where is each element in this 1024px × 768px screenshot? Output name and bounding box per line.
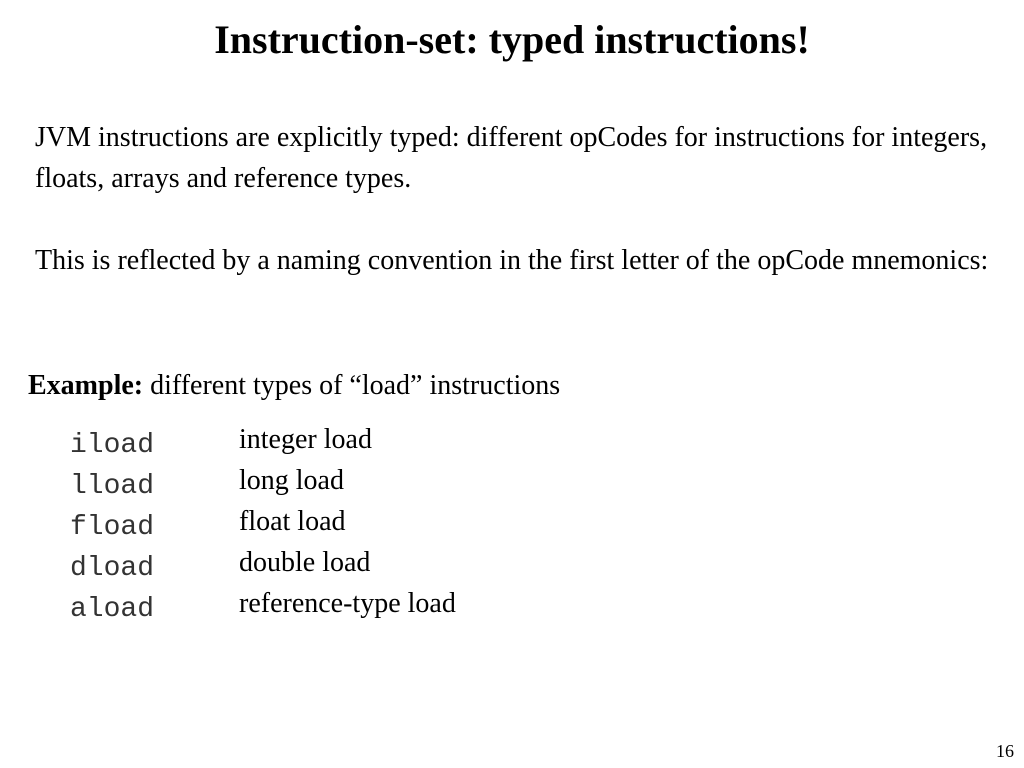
load-instruction-row <box>70 465 456 506</box>
example-text: different types of “load” instructions <box>143 370 561 401</box>
opcode-description: double load <box>239 547 371 578</box>
opcode-description: integer load <box>239 424 372 455</box>
opcode-description: long load <box>239 465 344 496</box>
opcode: lload <box>70 471 155 502</box>
load-instruction-row <box>70 588 456 629</box>
load-instruction-row <box>70 506 456 547</box>
slide-title: Instruction-set: typed instructions! <box>214 17 810 62</box>
naming-convention-paragraph: This is reflected by a naming convention in the first letter of the opCode mnemonics: <box>35 245 989 276</box>
opcode: iload <box>70 430 155 461</box>
load-instruction-row <box>70 547 456 588</box>
opcode: aload <box>70 594 155 625</box>
opcode-description: float load <box>239 506 346 537</box>
page-number: 16 <box>996 741 1014 761</box>
opcode: dload <box>70 553 155 584</box>
example-heading <box>28 366 560 406</box>
opcode: fload <box>70 512 155 543</box>
example-label: Example: <box>28 370 144 401</box>
load-instruction-list <box>70 424 456 629</box>
load-instruction-row <box>70 424 456 465</box>
opcode-description: reference-type load <box>239 588 456 619</box>
intro-paragraph: JVM instructions are explicitly typed: different opCodes for instructions for integers, floats, arrays and reference types. <box>35 122 988 194</box>
